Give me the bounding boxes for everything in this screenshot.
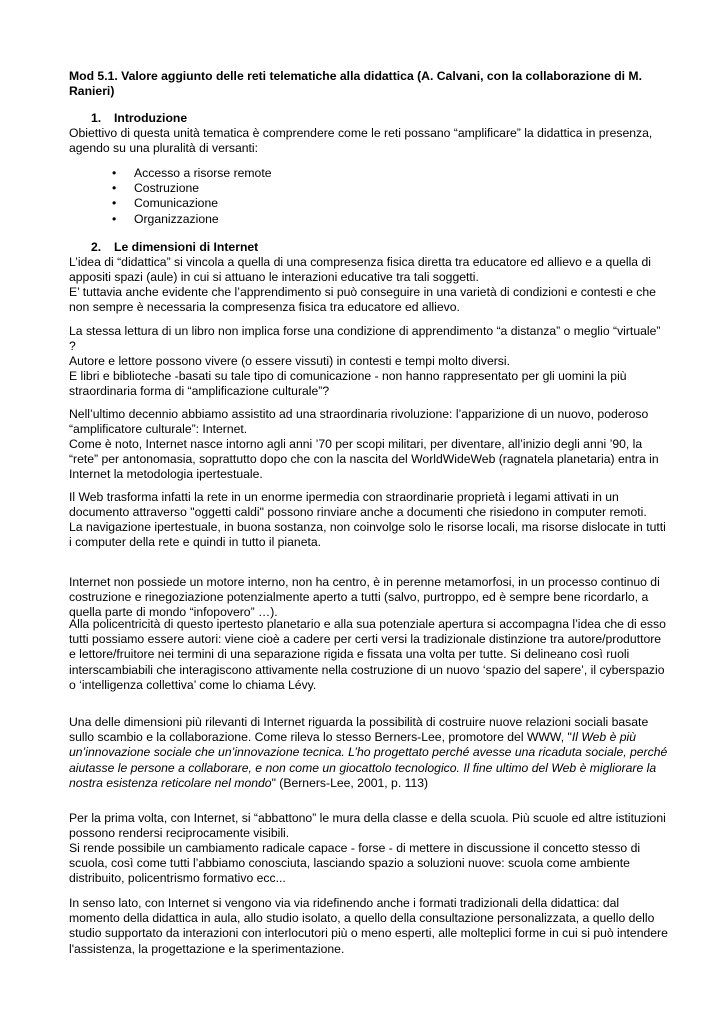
section-1-title: Introduzione [114,111,188,125]
list-item: • Comunicazione [112,196,219,211]
section-1-heading [69,111,669,126]
section-2-title: Le dimensioni di Internet [114,240,259,254]
document-title: Mod 5.1. Valore aggiunto delle reti telematiche alla didattica (A. Calvani, con la collaborazione di M. Ranieri) [69,69,642,99]
list-item: • Organizzazione [112,211,219,226]
section-1-number: 1. [91,111,102,125]
bullet-icon: • [112,166,117,180]
section-1-intro: Obiettivo di questa unità tematica è comprendere come le reti possano “amplificare” la didattica in presenza, agendo su una pluralità di versanti: [69,126,653,156]
section-2-number: 2. [91,240,102,254]
bullet-icon: • [112,196,117,211]
bullet-icon: • [112,181,117,196]
paragraph: Come è noto, Internet nasce intorno agli anni ’70 per scopi militari, per diventare, all’inizio degli anni ’90, la “rete” per antonomasia, soprattutto dopo che con la nascita del WorldWideWeb (ragnatela planetaria) entra in Internet la metodologia ipertestuale. [69,437,659,482]
paragraph: E’ tuttavia anche evidente che l’apprendimento si può conseguire in una varietà di condizioni e contesti e che non sempre è necessaria la compresenza fisica tra educatore ed allievo. [69,285,656,315]
paragraph: E libri e biblioteche -basati su tale tipo di comunicazione - non hanno rappresentato per gli uomini la più straordinaria forma di “amplificazione culturale”? [69,369,627,399]
paragraph: Autore e lettore possono vivere (o essere vissuti) in contesti e tempi molto diversi. [69,354,510,368]
paragraph: In senso lato, con Internet si vengono via via ridefinendo anche i formati tradizionali della didattica: dal momento della didattica in aula, allo studio isolato, a quello della consultazione personalizzata, a quello dello studio supportato da interazioni con interlocutori più o meno esperti, alle molteplici forme in cui si può intendere l'assistenza, la progettazione e la sperimentazione. [69,896,668,956]
paragraph: Per la prima volta, con Internet, si “abbattono” le mura della classe e della scuola. Più scuole ed altre istituzioni possono rendersi reciprocamente visibili. [69,811,666,841]
paragraph: Alla policentricità di questo ipertesto planetario e alla sua potenziale apertura si accompagna l’idea che di esso tutti possiamo essere autori: viene cioè a cadere per certi versi la tradizionale distinzione tra autore/produttore e lettore/fruitore nei termini di una separazione rigida e fissata una volta per tutte. Si delineano così ruoli interscambiabili che interagiscono attivamente nella costruzione di un nuovo ‘spazio del sapere’, il cyberspazio o ‘intelligenza collettiva’ come lo chiama Lévy. [69,617,666,692]
list-item: • Costruzione [112,181,200,196]
section-2-heading [69,240,669,255]
bullet-icon: • [112,211,117,226]
paragraph: Il Web trasforma infatti la rete in un enorme ipermedia con straordinarie proprietà i legami attivati in un documento attraverso "oggetti caldi" possono rinviare anche a documenti che risiedono in computer remoti. [69,490,647,520]
list-item: • Accesso a risorse remote [112,166,272,180]
paragraph: La navigazione ipertestuale, in buona sostanza, non coinvolge solo le risorse locali, ma risorse dislocate in tutti i computer della rete e quindi in tutto il pianeta. [69,520,666,550]
paragraph: L’idea di “didattica” si vincola a quella di una compresenza fisica diretta tra educatore ed allievo e a quella di appositi spazi (aule) in cui si attuano le interazioni educative tra tali soggetti. [69,255,651,285]
paragraph: Si rende possibile un cambiamento radicale capace - forse - di mettere in discussione il concetto stesso di scuola, così come tutti l’abbiamo conosciuta, lasciando spazio a soluzioni nuove: scuola come ambiente distribuito, policentrismo formativo ecc... [69,841,641,886]
berners-lee-quote: Il Web è più un’innovazione sociale che un’innovazione tecnica. L’ho progettato perché avesse una ricaduta sociale, perché aiutasse le persone a collaborare, e non come un giocattolo tecnologico. Il fine ultimo del Web è migliorare la nostra esistenza reticolare nel mondo [69,730,668,790]
quote-paragraph: Una delle dimensioni più rilevanti di Internet riguarda la possibilità di costruire nuove relazioni sociali basate sullo scambio e la collaborazione. Come rileva lo stesso Berners-Lee, promotore del WWW, "Il Web è più un’innovazione sociale che un’innovazione tecnica. L’ho progettato perché avesse una ricaduta sociale, perché aiutasse le persone a collaborare, e non come un giocattolo tecnologico. Il fine ultimo del Web è migliorare la nostra esistenza reticolare nel mondo" (Berners-Lee, 2001, p. 113) [69,715,668,790]
paragraph: Nell’ultimo decennio abbiamo assistito ad una straordinaria rivoluzione: l’apparizione di un nuovo, poderoso “amplificatore culturale”: Internet. [69,407,649,437]
bullet-list [69,166,669,227]
paragraph: La stessa lettura di un libro non implica forse una condizione di apprendimento “a distanza” o meglio “virtuale” ? [69,324,661,354]
paragraph: Internet non possiede un motore interno, non ha centro, è in perenne metamorfosi, in un processo continuo di costruzione e rinegoziazione potenzialmente aperto a tutti (salvo, purtroppo, ed è sempre bene ricordarlo, a quella parte di mondo “infopovero” …). [69,575,660,620]
